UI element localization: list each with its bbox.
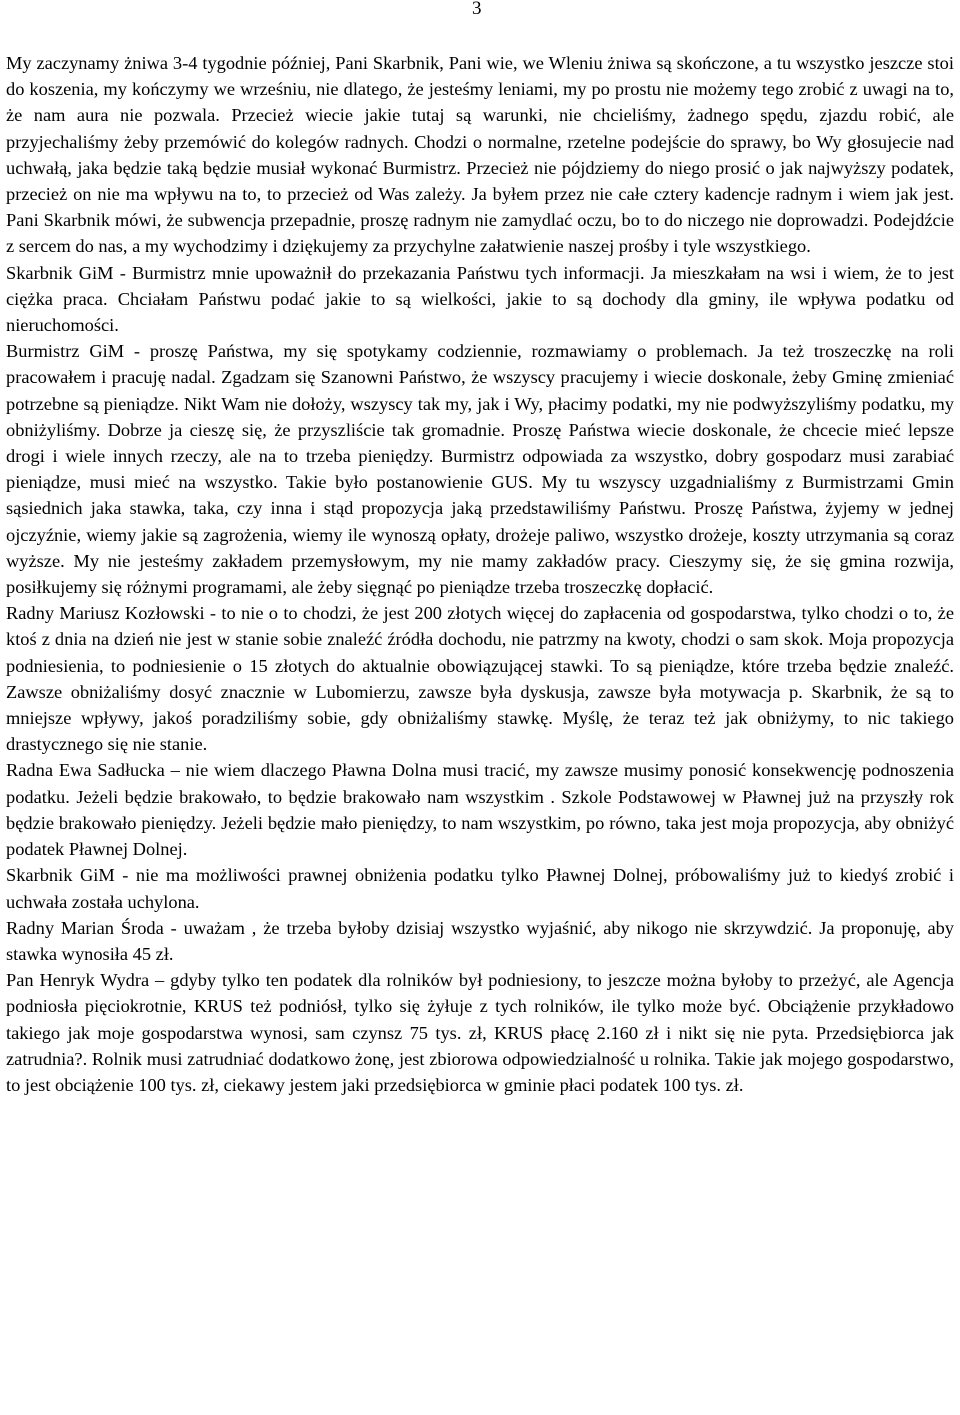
paragraph-radny-sroda: Radny Marian Środa - uważam , że trzeba byłoby dzisiaj wszystko wyjaśnić, aby nikogo nie skrzywdzić. Ja proponuję, aby stawka wynosiła 45 zł.	[6, 917, 954, 964]
paragraph-burmistrz-response: Burmistrz GiM - proszę Państwa, my się spotykamy codziennie, rozmawiamy o problemach. Ja też troszeczkę na roli pracowałem i pracuję nadal. Zgadzam się Szanowni Państwo, że wszyscy pracujemy i wiecie doskonale, żeby Gminę zmieniać potrzebne są pieniądze. Nikt Wam nie dołoży, wszyscy tak my, jak i Wy, płacimy podatki, my nie podwyższyliśmy podatku, my obniżyliśmy. Dobrze ja cieszę się, że przyszliście tak gromadnie. Proszę Państwa wiecie doskonale, że chcecie mieć lepsze drogi i wiele innych rzeczy, ale na to trzeba pieniędzy. Burmistrz odpowiada za wszystko, dobry gospodarz musi zarabiać pieniądze, musi mieć na wszystko. Takie było postanowienie GUS. My tu wszyscy uzgadnialiśmy z Burmistrzami Gmin sąsiednich jaka stawka, taka, czy inna i stąd propozycja jaką przedstawiliśmy Państwu. Proszę Państwa, żyjemy w jednej ojczyźnie, wiemy jakie są zagrożenia, wiemy ile wynoszą opłaty, drożeje paliwo, wszystko drożeje, koszty utrzymania są coraz wyższe. My nie jesteśmy zakładem przemysłowym, my nie mamy zakładów pracy. Cieszymy się, że się gmina rozwija, posiłkujemy się różnymi programami, ale żeby sięgnąć po pieniądze trzeba troszeczkę dopłacić.	[6, 341, 954, 598]
paragraph-skarbnik-info: Skarbnik GiM - Burmistrz mnie upoważnił do przekazania Państwu tych informacji. Ja mieszkałam na wsi i wiem, że to jest ciężka praca. Chciałam Państwu podać jakie to są wielkości, jakie to są dochody dla gminy, ile wpływa podatku od nieruchomości.	[6, 262, 954, 336]
document-body	[6, 50, 954, 1098]
paragraph-delegation-speech: My zaczynamy żniwa 3-4 tygodnie później, Pani Skarbnik, Pani wie, we Wleniu żniwa są skończone, a tu wszystko jeszcze stoi do koszenia, my kończymy we wrześniu, nie dlatego, że jesteśmy leniami, my po prostu nie możemy tego zrobić z uwagi na to, że nam aura nie pozwala. Przecież wiecie jakie tutaj są warunki, nie chcieliśmy, żadnego spędu, zjazdu robić, ale przyjechaliśmy żeby przemówić do kolegów radnych. Chodzi o normalne, rzetelne podejście do sprawy, bo Wy głosujecie nad uchwałą, jaka będzie taką będzie musiał wykonać Burmistrz. Przecież nie pójdziemy do niego prosić o jak najwyższy podatek, przecież on nie ma wpływu na to, to przecież od Was zależy. Ja byłem przez nie całe cztery kadencje radnym i wiem jak jest. Pani Skarbnik mówi, że subwencja przepadnie, proszę radnym nie zamydlać oczu, bo to do niczego nie doprowadzi. Podejdźcie z sercem do nas, a my wychodzimy i dziękujemy za przychylne załatwienie naszej prośby i tyle wszystkiego.	[6, 53, 954, 257]
paragraph-radna-sadlucka: Radna Ewa Sadłucka – nie wiem dlaczego Pławna Dolna musi tracić, my zawsze musimy ponosić konsekwencję podnoszenia podatku. Jeżeli będzie brakowało, to będzie brakowało nam wszystkim . Szkole Podstawowej w Pławnej już na przyszły rok będzie brakowało pieniędzy. Jeżeli będzie mało pieniędzy, to nam wszystkim, po równo, taka jest moja propozycja, aby obniżyć podatek Pławnej Dolnej.	[6, 760, 954, 860]
paragraph-henryk-wydra: Pan Henryk Wydra – gdyby tylko ten podatek dla rolników był podniesiony, to jeszcze można byłoby to przeżyć, ale Agencja podniosła pięciokrotnie, KRUS też podniósł, tylko się żyłuje z tych rolników, ile tylko może być. Obciążenie przykładowo takiego jak moje gospodarstwa wynosi, sam czynsz 75 tys. zł, KRUS płacę 2.160 zł i nikt się nie pyta. Przedsiębiorca jak zatrudnia?. Rolnik musi zatrudniać dodatkowo żonę, jest zbiorowa odpowiedzialność u rolnika. Takie jak mojego gospodarstwo, to jest obciążenie 100 tys. zł, ciekawy jestem jaki przedsiębiorca w gminie płaci podatek 100 tys. zł.	[6, 970, 954, 1095]
page-number: 3	[472, 0, 482, 19]
paragraph-skarbnik-legal: Skarbnik GiM - nie ma możliwości prawnej obniżenia podatku tylko Pławnej Dolnej, próbowaliśmy już to kiedyś zrobić i uchwała została uchylona.	[6, 865, 954, 912]
paragraph-radny-kozlowski: Radny Mariusz Kozłowski - to nie o to chodzi, że jest 200 złotych więcej do zapłacenia od gospodarstwa, tylko chodzi o to, że ktoś z dnia na dzień nie jest w stanie sobie znaleźć źródła dochodu, nie patrzmy na kwoty, chodzi o sam skok. Moja propozycja podniesienia, to podniesienie o 15 złotych do aktualnie obowiązującej stawki. To są pieniądze, które trzeba będzie znaleźć. Zawsze obniżaliśmy dosyć znacznie w Lubomierzu, zawsze była dyskusja, zawsze była motywacja p. Skarbnik, że są to mniejsze wpływy, jakoś poradziliśmy sobie, gdy obniżaliśmy stawkę. Myślę, że teraz też jak obniżymy, to nic takiego drastycznego się nie stanie.	[6, 603, 954, 755]
